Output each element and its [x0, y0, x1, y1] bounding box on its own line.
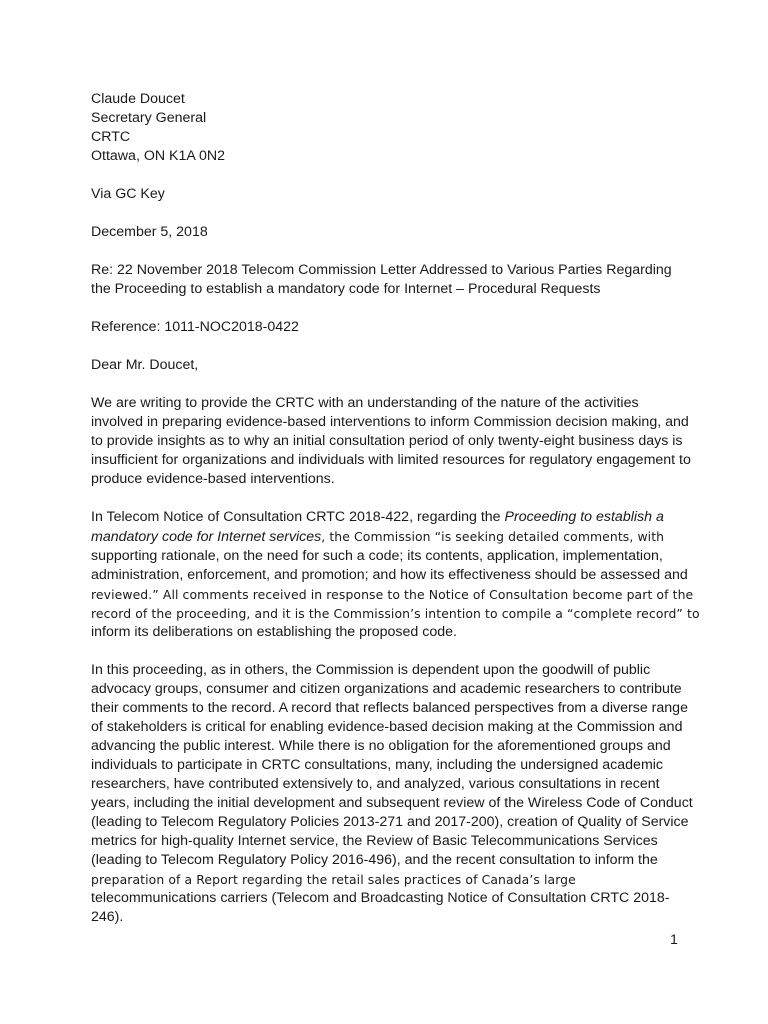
paragraph-line: produce evidence-based interventions.: [91, 471, 335, 487]
recipient-address: [91, 90, 691, 166]
delivery-method: Via GC Key: [91, 186, 165, 202]
subject-line-2: the Proceeding to establish a mandatory code for Internet – Procedural Requests: [91, 281, 601, 297]
paragraph-line: to provide insights as to why an initial consultation period of only twenty-eight business days is: [91, 433, 683, 449]
paragraph-line: years, including the initial development and subsequent review of the Wireless Code of Conduct: [91, 795, 693, 811]
letter-date: December 5, 2018: [91, 224, 208, 240]
paragraph-line: advancing the public interest. While there is no obligation for the aforementioned groups and: [91, 738, 671, 754]
paragraph-line: administration, enforcement, and promotion; and how its effectiveness should be assessed and: [91, 567, 688, 583]
paragraph-line: (leading to Telecom Regulatory Policy 2016-496), and the recent consultation to inform the: [91, 852, 658, 868]
paragraph-line: involved in preparing evidence-based interventions to inform Commission decision making, and: [91, 414, 689, 430]
paragraph-line: reviewed.” All comments received in response to the Notice of Consultation become part of the: [91, 587, 694, 602]
paragraph-line: metrics for high-quality Internet service, the Review of Basic Telecommunications Services: [91, 833, 658, 849]
paragraph-text: In Telecom Notice of Consultation CRTC 2018-422, regarding the: [91, 509, 505, 525]
paragraph-line: preparation of a Report regarding the retail sales practices of Canada’s large: [91, 872, 576, 887]
paragraph-line: telecommunications carriers (Telecom and Broadcasting Notice of Consultation CRTC 2018-: [91, 890, 670, 906]
proceeding-title-italic: Proceeding to establish a: [504, 509, 664, 525]
paragraph-line: inform its deliberations on establishing the proposed code.: [91, 624, 457, 640]
paragraph-1: [91, 394, 691, 489]
salutation: Dear Mr. Doucet,: [91, 357, 199, 373]
quoted-text: , the Commission “is seeking detailed comments, with: [321, 529, 665, 544]
paragraph-line: 246).: [91, 909, 124, 925]
recipient-name: Claude Doucet: [91, 91, 185, 107]
paragraph-line: [91, 527, 691, 547]
recipient-organization: CRTC: [91, 129, 131, 145]
proceeding-title-italic: mandatory code for Internet services: [91, 529, 322, 545]
paragraph-line: individuals to participate in CRTC consultations, many, including the undersigned academic: [91, 757, 664, 773]
page-number: 1: [670, 932, 678, 948]
paragraph-line: supporting rationale, on the need for such a code; its contents, application, implementation,: [91, 548, 663, 564]
paragraph-line: (leading to Telecom Regulatory Policies 2013-271 and 2017-200), creation of Quality of Service: [91, 814, 689, 830]
paragraph-line: In this proceeding, as in others, the Commission is dependent upon the goodwill of public: [91, 662, 651, 678]
paragraph-line: insufficient for organizations and individuals with limited resources for regulatory engagement to: [91, 452, 691, 468]
paragraph-3: [91, 661, 691, 927]
letter-body: [91, 90, 700, 927]
paragraph-2: [91, 508, 700, 642]
paragraph-line: [91, 508, 691, 527]
recipient-city: Ottawa, ON K1A 0N2: [91, 148, 226, 164]
subject-line: [91, 261, 691, 299]
paragraph-line: their comments to the record. A record that reflects balanced perspectives from a diverse range: [91, 700, 688, 716]
paragraph-line: We are writing to provide the CRTC with an understanding of the nature of the activities: [91, 395, 639, 411]
reference-number: Reference: 1011-NOC2018-0422: [91, 319, 299, 335]
paragraph-line: advocacy groups, consumer and citizen organizations and academic researchers to contribute: [91, 681, 682, 697]
subject-line-1: Re: 22 November 2018 Telecom Commission Letter Addressed to Various Parties Regarding: [91, 262, 672, 278]
paragraph-line: of stakeholders is critical for enabling evidence-based decision making at the Commission and: [91, 719, 683, 735]
recipient-title: Secretary General: [91, 110, 207, 126]
paragraph-line: researchers, have contributed extensively to, and analyzed, various consultations in recent: [91, 776, 660, 792]
paragraph-line: record of the proceeding, and it is the Commission’s intention to compile a “complete record” to: [91, 606, 700, 621]
